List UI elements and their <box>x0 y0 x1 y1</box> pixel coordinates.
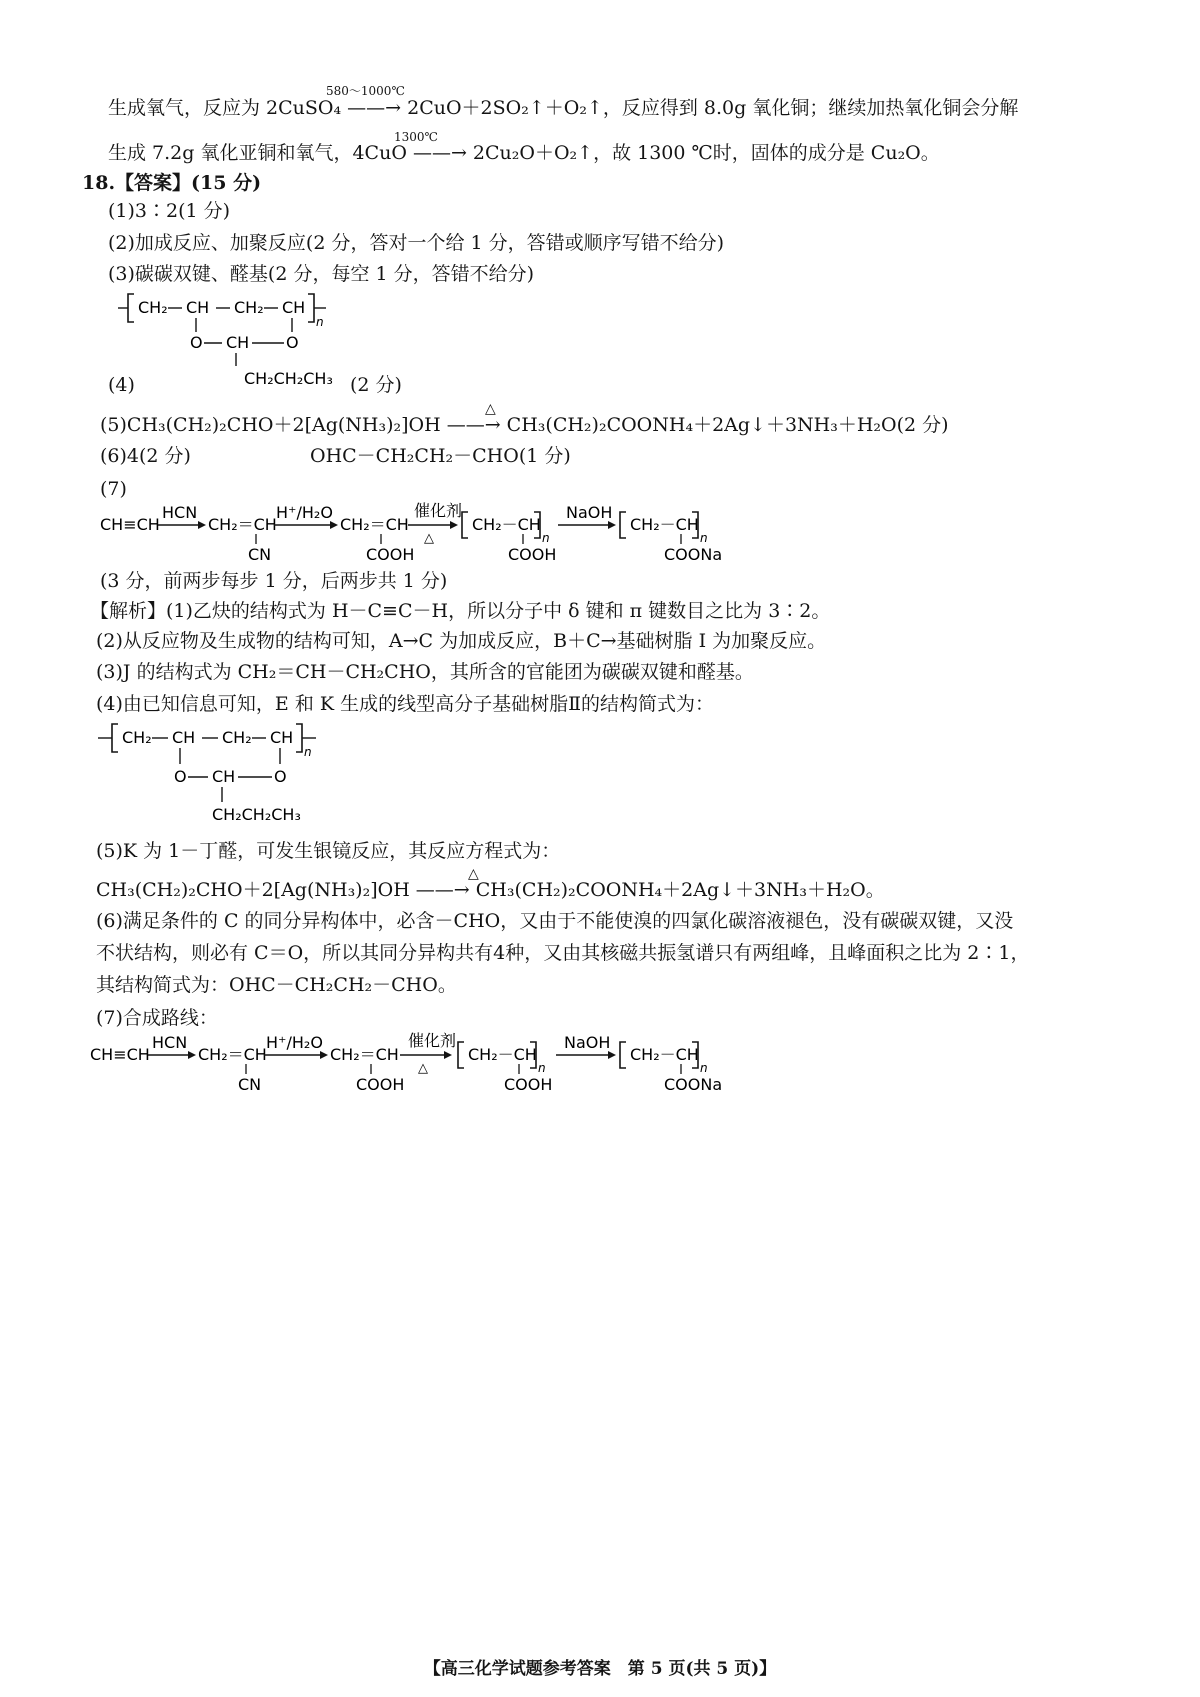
route2-product-3: CH₂－CH <box>468 1045 537 1064</box>
explanation-6: (6)满足条件的 C 的同分异构体中，必含－CHO，又由于不能使溴的四氯化碳溶液褪色，没有碳碳双键，又没 <box>96 910 1014 932</box>
explanation-1: 【解析】(1)乙炔的结构式为 H－C≡C－H，所以分子中 δ 键和 π 键数目之比为 3∶2。 <box>90 600 831 622</box>
route2-product-4: CH₂－CH <box>630 1045 699 1064</box>
explanation-6-line-2: 不状结构，则必有 C＝O，所以其同分异构共有4种，又由其核磁共振氢谱只有两组峰，且峰面积之比为 2∶1， <box>96 942 1030 964</box>
answer-5: (5)CH₃(CH₂)₂CHO＋2[Ag(NH₃)₂]OH ——→ CH₃(CH₂)₂COONH₄＋2Ag↓＋3NH₃＋H₂O(2 分) <box>100 414 949 436</box>
question-18-heading: 18.【答案】(15 分) <box>82 172 262 194</box>
route-reagent-2: H⁺/H₂O <box>276 503 333 522</box>
route2-product-3-n: n <box>538 1061 546 1075</box>
reaction-condition-2: 1300℃ <box>394 130 438 144</box>
explanation-4: (4)由已知信息可知，E 和 K 生成的线型高分子基础树脂Ⅱ的结构简式为： <box>96 693 715 715</box>
answer-7-note: (3 分，前两步每步 1 分，后两步共 1 分) <box>100 570 448 592</box>
route-product-2-sub: COOH <box>366 545 415 564</box>
answer-2: (2)加成反应、加聚反应(2 分，答对一个给 1 分，答错或顺序写错不给分) <box>108 232 725 254</box>
polymer-o-2: O <box>286 333 299 352</box>
polymer-ch-mid: CH <box>226 333 250 352</box>
explanation-7: (7)合成路线： <box>96 1007 218 1029</box>
polymer-n: n <box>316 315 324 329</box>
route2-product-1: CH₂＝CH <box>198 1045 267 1064</box>
polymer-ch-b: CH <box>282 298 306 317</box>
polymer-structure-answer-4 <box>118 288 378 388</box>
route-product-4-sub: COONa <box>664 545 723 564</box>
answer-6-structure: OHC－CH₂CH₂－CHO(1 分) <box>310 445 571 467</box>
synthesis-route-explanation-7 <box>88 1030 808 1100</box>
polymer-propyl: CH₂CH₂CH₃ <box>244 369 333 388</box>
answer-1: (1)3∶2(1 分) <box>108 200 231 222</box>
polymer2-ch-b: CH <box>270 728 294 747</box>
polymer2-n: n <box>304 745 312 759</box>
page-footer: 【高三化学试题参考答案 第 5 页(共 5 页)】 <box>423 1659 777 1679</box>
text-line-2: 生成 7.2g 氧化亚铜和氧气，4CuO ——→ 2Cu₂O＋O₂↑，故 1300 ℃时，固体的成分是 Cu₂O。 <box>108 142 940 164</box>
polymer-structure-explanation-4 <box>96 716 356 826</box>
explanation-5-equation: CH₃(CH₂)₂CHO＋2[Ag(NH₃)₂]OH ——→ CH₃(CH₂)₂COONH₄＋2Ag↓＋3NH₃＋H₂O。 <box>96 879 885 901</box>
answer-4-label: (4) <box>108 374 135 396</box>
polymer2-propyl: CH₂CH₂CH₃ <box>212 805 301 824</box>
answer-7-label: (7) <box>100 478 127 500</box>
route-reagent-4: NaOH <box>566 503 613 522</box>
answer-4-score: (2 分) <box>350 374 402 396</box>
polymer2-ch2-b: CH₂ <box>222 728 252 747</box>
route-reagent-3-condition: △ <box>424 531 434 546</box>
answer-6: (6)4(2 分) <box>100 445 191 467</box>
polymer-o-1: O <box>190 333 203 352</box>
explanation-5: (5)K 为 1－丁醛，可发生银镜反应，其反应方程式为： <box>96 840 561 862</box>
polymer2-ch-a: CH <box>172 728 196 747</box>
answer-3: (3)碳碳双键、醛基(2 分，每空 1 分，答错不给分) <box>108 263 535 285</box>
route2-reagent-3: 催化剂 <box>408 1031 457 1050</box>
route2-reagent-3-condition: △ <box>418 1061 428 1076</box>
answer-5-condition: △ <box>485 401 496 417</box>
route-reagent-3: 催化剂 <box>414 501 463 520</box>
reaction-condition-1: 580～1000℃ <box>326 84 405 98</box>
text-line-1: 生成氧气，反应为 2CuSO₄ ——→ 2CuO＋2SO₂↑＋O₂↑，反应得到 8.0g 氧化铜；继续加热氧化铜会分解 <box>108 97 1019 119</box>
route-product-1-sub: CN <box>248 545 272 564</box>
polymer-ch-a: CH <box>186 298 210 317</box>
explanation-5-condition: △ <box>468 866 479 882</box>
route-product-4: CH₂－CH <box>630 515 699 534</box>
route2-product-1-sub: CN <box>238 1075 262 1094</box>
polymer2-ch2-a: CH₂ <box>122 728 152 747</box>
polymer-ch2-b: CH₂ <box>234 298 264 317</box>
route2-product-3-sub: COOH <box>504 1075 553 1094</box>
route2-product-4-sub: COONa <box>664 1075 723 1094</box>
route-reagent-1: HCN <box>162 503 198 522</box>
route2-reagent-4: NaOH <box>564 1033 611 1052</box>
route2-product-4-n: n <box>700 1061 708 1075</box>
route2-reagent-2: H⁺/H₂O <box>266 1033 323 1052</box>
route-start: CH≡CH <box>100 515 160 534</box>
explanation-6-line-3: 其结构简式为：OHC－CH₂CH₂－CHO。 <box>96 974 457 996</box>
route-product-3-n: n <box>542 531 550 545</box>
route2-product-2: CH₂＝CH <box>330 1045 399 1064</box>
synthesis-route-answer-7 <box>98 500 798 570</box>
route2-reagent-1: HCN <box>152 1033 188 1052</box>
explanation-2: (2)从反应物及生成物的结构可知，A→C 为加成反应，B＋C→基础树脂 I 为加聚反应。 <box>96 630 827 652</box>
route2-start: CH≡CH <box>90 1045 150 1064</box>
polymer2-o-2: O <box>274 767 287 786</box>
route-product-3: CH₂－CH <box>472 515 541 534</box>
route-product-2: CH₂＝CH <box>340 515 409 534</box>
route-product-3-sub: COOH <box>508 545 557 564</box>
polymer-ch2-a: CH₂ <box>138 298 168 317</box>
polymer2-ch-mid: CH <box>212 767 236 786</box>
route2-product-2-sub: COOH <box>356 1075 405 1094</box>
explanation-3: (3)J 的结构式为 CH₂＝CH－CH₂CHO，其所含的官能团为碳碳双键和醛基。 <box>96 661 754 683</box>
polymer2-o-1: O <box>174 767 187 786</box>
route-product-1: CH₂＝CH <box>208 515 277 534</box>
route-product-4-n: n <box>700 531 708 545</box>
